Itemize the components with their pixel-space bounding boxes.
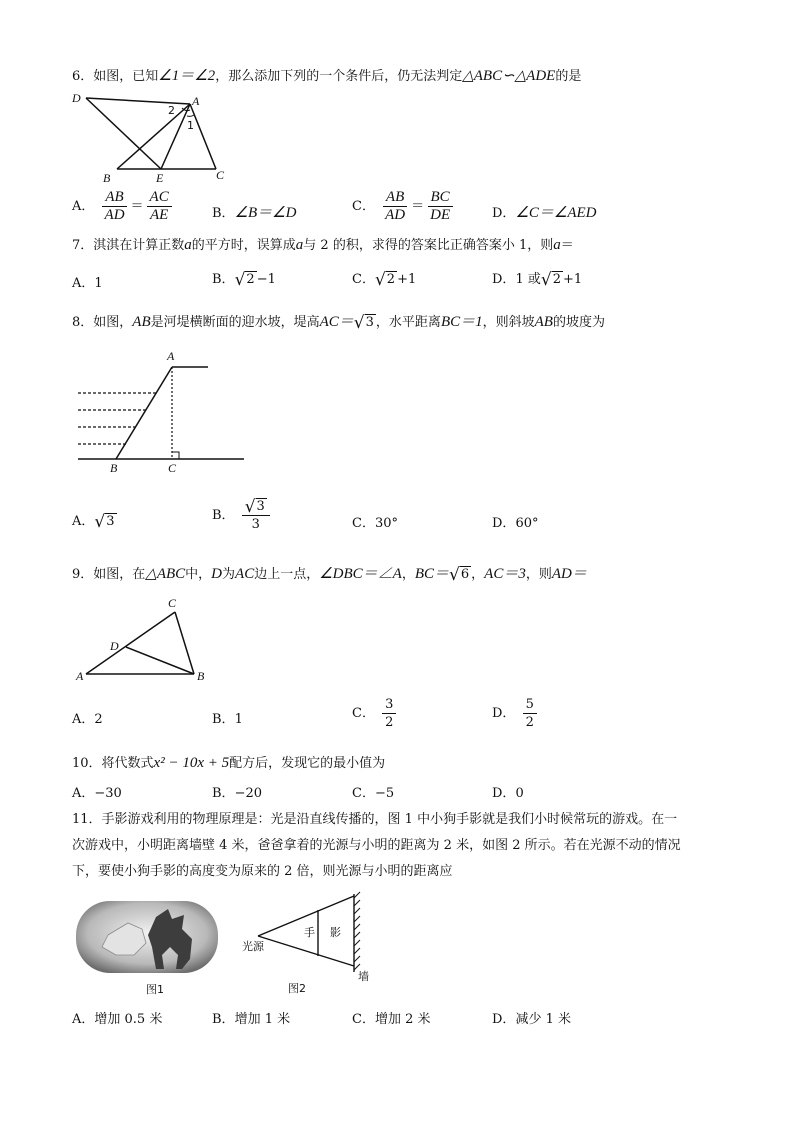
q6-label-2: 2 [168, 104, 175, 117]
q11-option-a[interactable]: A．增加 0.5 米 [72, 1012, 163, 1027]
q9-label-c: C [168, 596, 177, 610]
q11-fig2-light: 光源 [242, 940, 264, 953]
q9-stem: 9．如图，在△ABC中，D为AC边上一点，∠DBC＝∠A，BC＝ √ 6 ，AC＝3，则AD＝ [72, 565, 587, 585]
q11-fig2-wall: 墙 [358, 970, 369, 983]
q6-label-1: 1 [187, 119, 194, 132]
q8-option-d[interactable]: D．60° [492, 516, 539, 531]
q8-option-c[interactable]: C．30° [352, 516, 398, 531]
q8-stem: 8．如图，AB是河堤横断面的迎水坡，堤高AC＝ √ 3 ，水平距离BC＝1，则斜坡AB的坡度为 [72, 313, 605, 333]
q7-option-c[interactable]: C． √ 2 +1 [352, 270, 417, 290]
q11-fig2-shadow: 影 [330, 926, 341, 939]
q11-fig2-hand: 手 [304, 926, 315, 939]
q11-option-d[interactable]: D．减少 1 米 [492, 1012, 571, 1027]
q9-label-d: D [110, 639, 119, 653]
q11-figure-2 [240, 890, 380, 1000]
q9-option-d[interactable]: D． $\frac{5}{2}$ [492, 696, 540, 731]
q10-option-a[interactable]: A．−30 [72, 786, 122, 801]
q11-fig1-caption: 图1 [146, 983, 164, 996]
q9-label-b: B [197, 669, 205, 683]
q9-label-a: A [76, 669, 84, 683]
q10-option-b[interactable]: B．−20 [212, 786, 262, 801]
q6-stem: 6．如图，已知∠1＝∠2，那么添加下列的一个条件后，仍无法判定△ABC∽△ADE的是 [72, 68, 582, 84]
q7-stem: 7．淇淇在计算正数a的平方时，误算成a与 2 的积，求得的答案比正确答案小 1，则a＝ [72, 237, 574, 253]
q7-option-b[interactable]: B． √ 2 −1 [212, 270, 276, 290]
q10-stem: 10．将代数式x² − 10x + 5配方后，发现它的最小值为 [72, 755, 386, 771]
q8-label-b: B [110, 461, 118, 475]
q11-fig2-caption: 图2 [288, 982, 306, 995]
q11-option-c[interactable]: C．增加 2 米 [352, 1012, 431, 1027]
q6-option-c[interactable]: C． $\frac{AB}{AD}$ ＝ $\frac{BC}{DE}$ [352, 189, 456, 224]
q9-option-a[interactable]: A．2 [72, 712, 103, 727]
q6-label-b: B [103, 171, 111, 185]
q8-option-a[interactable]: A． √ 3 [72, 512, 115, 532]
q6-label-d: D [72, 91, 81, 105]
q6-label-c: C [216, 168, 225, 182]
q11-figure-1 [72, 895, 227, 1000]
q9-option-c[interactable]: C． $\frac{3}{2}$ [352, 696, 399, 731]
q6-label-e: E [156, 171, 164, 185]
q11-stem-line3: 下，要使小狗手影的高度变为原来的 2 倍，则光源与小明的距离应 [72, 864, 453, 879]
q9-figure [72, 596, 222, 688]
q10-option-d[interactable]: D．0 [492, 786, 524, 801]
q7-option-d[interactable]: D．1 或 √ 2 +1 [492, 270, 583, 290]
q8-label-c: C [168, 461, 177, 475]
q6-option-a[interactable]: A． $\frac{AB}{AD}$ ＝ $\frac{AC}{AE}$ [72, 189, 175, 224]
q10-option-c[interactable]: C．−5 [352, 786, 395, 801]
q8-figure [70, 345, 250, 475]
q9-option-b[interactable]: B．1 [212, 712, 243, 727]
q7-option-a[interactable]: A．1 [72, 276, 103, 291]
q8-label-a: A [167, 349, 175, 363]
q6-option-b[interactable]: B．∠B＝∠D [212, 205, 297, 221]
q6-figure [70, 90, 240, 185]
q6-option-d[interactable]: D．∠C＝∠AED [492, 205, 597, 221]
q11-stem-line2: 次游戏中，小明距离墙壁 4 米，爸爸拿着的光源与小明的距离为 2 米，如图 2 所示。若在光源不动的情况 [72, 838, 681, 853]
q6-label-a: A [192, 94, 200, 108]
q11-stem-line1: 11．手影游戏利用的物理原理是：光是沿直线传播的，图 1 中小狗手影就是我们小时候常玩的游戏。在一 [72, 812, 678, 827]
q11-option-b[interactable]: B．增加 1 米 [212, 1012, 291, 1027]
q8-option-b[interactable]: B． √ 3 3 [212, 498, 273, 533]
